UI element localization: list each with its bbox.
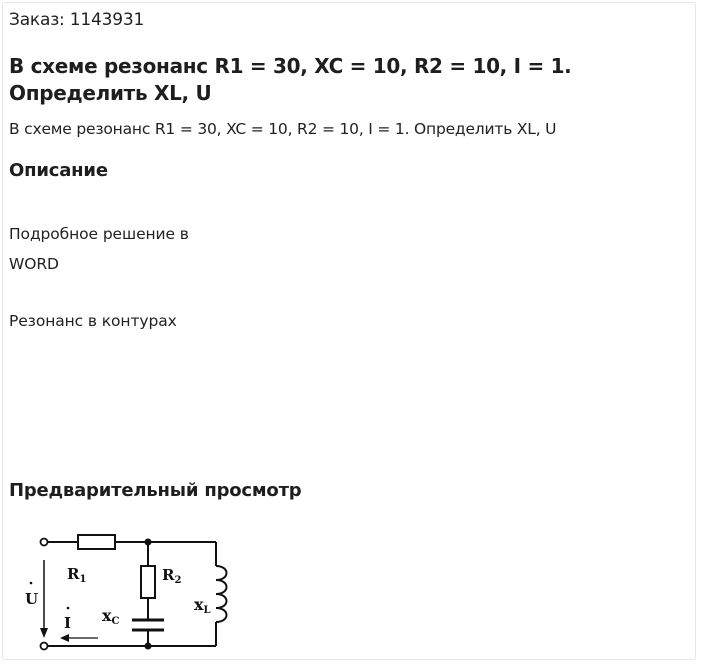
terminal-top [41, 539, 48, 546]
inductor-xl [216, 566, 227, 622]
voltage-arrow [40, 560, 48, 638]
description-line: WORD [9, 255, 59, 273]
order-number: Заказ: 1143931 [9, 10, 145, 30]
description-line: Подробное решение в [9, 225, 189, 243]
terminal-bottom [41, 643, 48, 650]
junction-top [145, 539, 152, 546]
capacitor-xc [132, 620, 164, 630]
i-label [64, 607, 71, 632]
current-arrow [60, 634, 98, 642]
resistor-r1 [78, 535, 115, 549]
svg-text:U: U [25, 590, 39, 608]
page-title: В схеме резонанс R1 = 30, XC = 10, R2 = 10, I = 1. Определить XL, U [9, 54, 572, 105]
description-line: Резонанс в контурах [9, 312, 177, 330]
junction-bottom [145, 643, 152, 650]
svg-text:I: I [64, 614, 72, 632]
resistor-r2 [141, 566, 155, 598]
u-label [25, 582, 38, 608]
xl-label: xL [194, 595, 211, 616]
xc-label: xC [102, 606, 120, 627]
description-heading: Описание [9, 160, 108, 181]
circuit-diagram [20, 522, 250, 658]
preview-heading: Предварительный просмотр [9, 480, 302, 501]
task-summary: В схеме резонанс R1 = 30, XC = 10, R2 = 10, I = 1. Определить XL, U [9, 120, 557, 138]
r2-label: $R_2$ [162, 566, 182, 586]
r1-label: $R_1$ [67, 565, 87, 585]
